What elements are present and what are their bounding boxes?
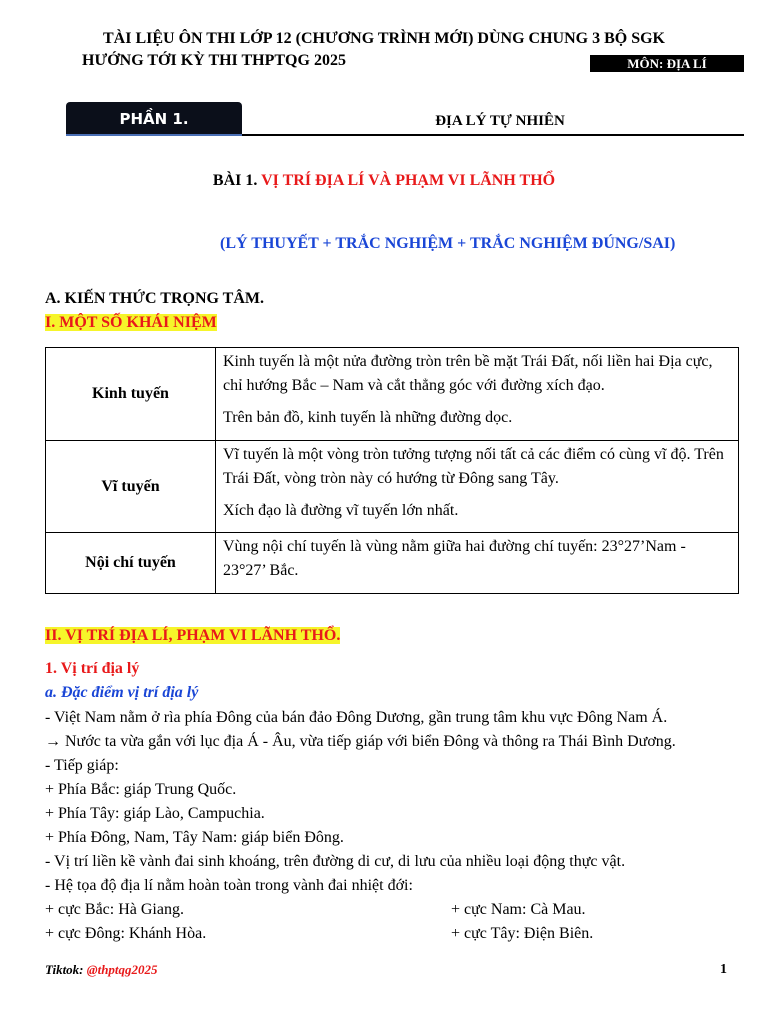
subsection-1-heading: 1. Vị trí địa lý — [45, 660, 140, 677]
footer-tiktok — [45, 962, 158, 978]
body-line: - Việt Nam nằm ở rìa phía Đông của bán đảo Đông Dương, gần trung tâm khu vực Đông Nam Á. — [45, 709, 668, 726]
section-1-heading — [45, 314, 217, 332]
extreme-south: + cực Nam: Cà Mau. — [451, 901, 586, 918]
section-2-heading — [45, 627, 340, 645]
lesson-title-text: VỊ TRÍ ĐỊA LÍ VÀ PHẠM VI LÃNH THỔ — [261, 172, 556, 189]
body-line: + Phía Đông, Nam, Tây Nam: giáp biển Đông. — [45, 829, 344, 846]
concepts-table — [45, 347, 739, 594]
subject-badge: MÔN: ĐỊA LÍ — [590, 55, 744, 72]
body-line: - Vị trí liền kề vành đai sinh khoáng, trên đường di cư, di lưu của nhiều loại động thực vật. — [45, 853, 626, 870]
body-line: + Phía Bắc: giáp Trung Quốc. — [45, 781, 237, 798]
extreme-west: + cực Tây: Điện Biên. — [451, 925, 594, 942]
definition-text: Kinh tuyến là một nửa đường tròn trên bề mặt Trái Đất, nối liền hai Địa cực, chỉ hướng Bắc – Nam và cắt thẳng góc với đường xích đạo. — [223, 353, 713, 394]
table-row — [46, 348, 739, 441]
table-row — [46, 441, 739, 533]
definition-cell — [216, 441, 739, 533]
section-1-text: I. MỘT SỐ KHÁI NIỆM — [45, 314, 217, 331]
lesson-subtitle: (LÝ THUYẾT + TRẮC NGHIỆM + TRẮC NGHIỆM ĐÚNG/SAI) — [220, 235, 676, 252]
definition-text: Trên bản đồ, kinh tuyến là những đường dọc. — [223, 409, 513, 426]
body-line: → Nước ta vừa gắn với lục địa Á - Âu, vừa tiếp giáp với biển Đông và thông ra Thái Bình Dương. — [45, 733, 676, 750]
footer-handle[interactable]: @thptqg2025 — [86, 962, 158, 977]
document-header-line1: TÀI LIỆU ÔN THI LỚP 12 (CHƯƠNG TRÌNH MỚI) DÙNG CHUNG 3 BỘ SGK — [103, 30, 665, 47]
lesson-prefix: BÀI 1. — [212, 172, 258, 189]
extreme-north: + cực Bắc: Hà Giang. — [45, 901, 184, 918]
term-cell: Kinh tuyến — [46, 348, 216, 441]
definition-text: Vùng nội chí tuyến là vùng nằm giữa hai đường chí tuyến: 23°27’Nam - 23°27’ Bắc. — [223, 538, 686, 579]
part-tab: PHẦN 1. — [66, 102, 242, 136]
body-line: + Phía Tây: giáp Lào, Campuchia. — [45, 805, 265, 822]
part-rule — [242, 134, 744, 136]
definition-text: Xích đạo là đường vĩ tuyến lớn nhất. — [223, 502, 459, 519]
section-2-text: II. VỊ TRÍ ĐỊA LÍ, PHẠM VI LÃNH THỔ. — [45, 627, 341, 644]
definition-cell — [216, 533, 739, 594]
definition-text: Vĩ tuyến là một vòng tròn tưởng tượng nối tất cả các điểm có cùng vĩ độ. Trên Trái Đất, vòng tròn này có hướng từ Đông sang Tây. — [223, 446, 724, 487]
page-number: 1 — [720, 962, 727, 977]
lesson-title — [0, 172, 768, 190]
definition-cell — [216, 348, 739, 441]
term-cell: Vĩ tuyến — [46, 441, 216, 533]
document-header-line2: HƯỚNG TỚI KỲ THI THPTQG 2025 — [82, 52, 346, 69]
body-line: - Hệ tọa độ địa lí nằm hoàn toàn trong vành đai nhiệt đới: — [45, 877, 413, 894]
footer-label: Tiktok: — [45, 962, 84, 977]
body-line: - Tiếp giáp: — [45, 757, 119, 774]
section-a-heading: A. KIẾN THỨC TRỌNG TÂM. — [45, 290, 264, 307]
term-cell: Nội chí tuyến — [46, 533, 216, 594]
subsection-a-heading: a. Đặc điểm vị trí địa lý — [45, 684, 199, 701]
table-row — [46, 533, 739, 594]
extreme-east: + cực Đông: Khánh Hòa. — [45, 925, 207, 942]
part-title: ĐỊA LÝ TỰ NHIÊN — [435, 113, 565, 129]
